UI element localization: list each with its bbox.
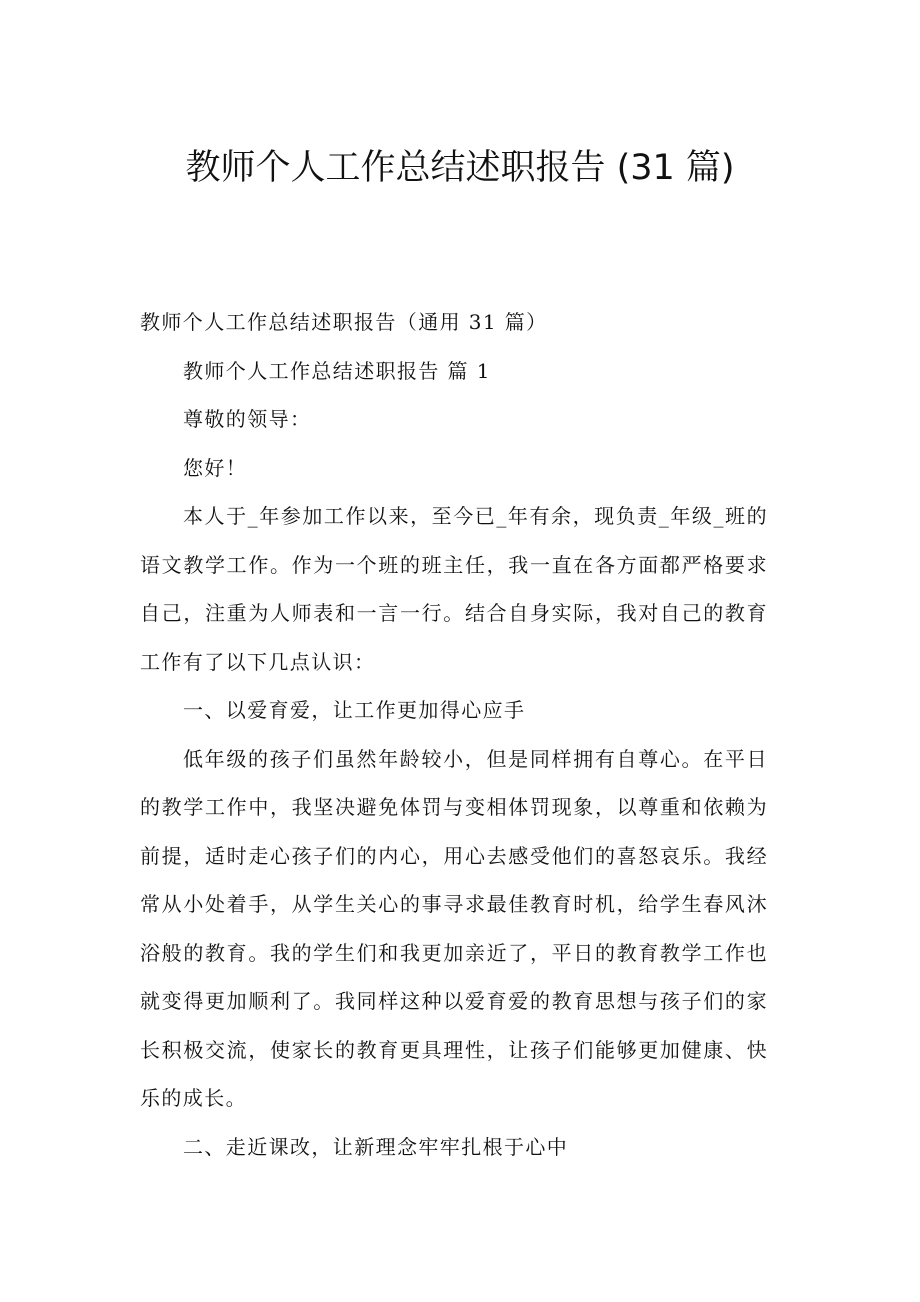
point-heading: 二、走近课改，让新理念牢牢扎根于心中	[183, 1134, 569, 1159]
section-heading: 教师个人工作总结述职报告 篇 1	[183, 358, 491, 383]
document-body	[140, 298, 768, 1171]
body-paragraph: 低年级的孩子们虽然年龄较小，但是同样拥有自尊心。在平日的教学工作中，我坚决避免体罚与变相体罚现象，以尊重和依赖为前提，适时走心孩子们的内心，用心去感受他们的喜怒哀乐。我经常从小处着手，从学生关心的事寻求最佳教育时机，给学生春风沐浴般的教育。我的学生们和我更加亲近了，平日的教育教学工作也就变得更加顺利了。我同样这种以爱育爱的教育思想与孩子们的家长积极交流，使家长的教育更具理性，让孩子们能够更加健康、快乐的成长。	[140, 746, 768, 1110]
greeting: 您好！	[183, 455, 248, 480]
subtitle-paragraph: 教师个人工作总结述职报告（通用 31 篇）	[140, 310, 548, 334]
body-paragraph: 本人于_年参加工作以来，至今已_年有余，现负责_年级_班的语文教学工作。作为一个班的班主任，我一直在各方面都严格要求自己，注重为人师表和一言一行。结合自身实际，我对自己的教育工作有了以下几点认识：	[140, 504, 768, 674]
document-title: 教师个人工作总结述职报告 (31 篇)	[185, 148, 735, 188]
point-heading: 一、以爱育爱，让工作更加得心应手	[183, 698, 526, 722]
salutation: 尊敬的领导：	[183, 407, 312, 431]
